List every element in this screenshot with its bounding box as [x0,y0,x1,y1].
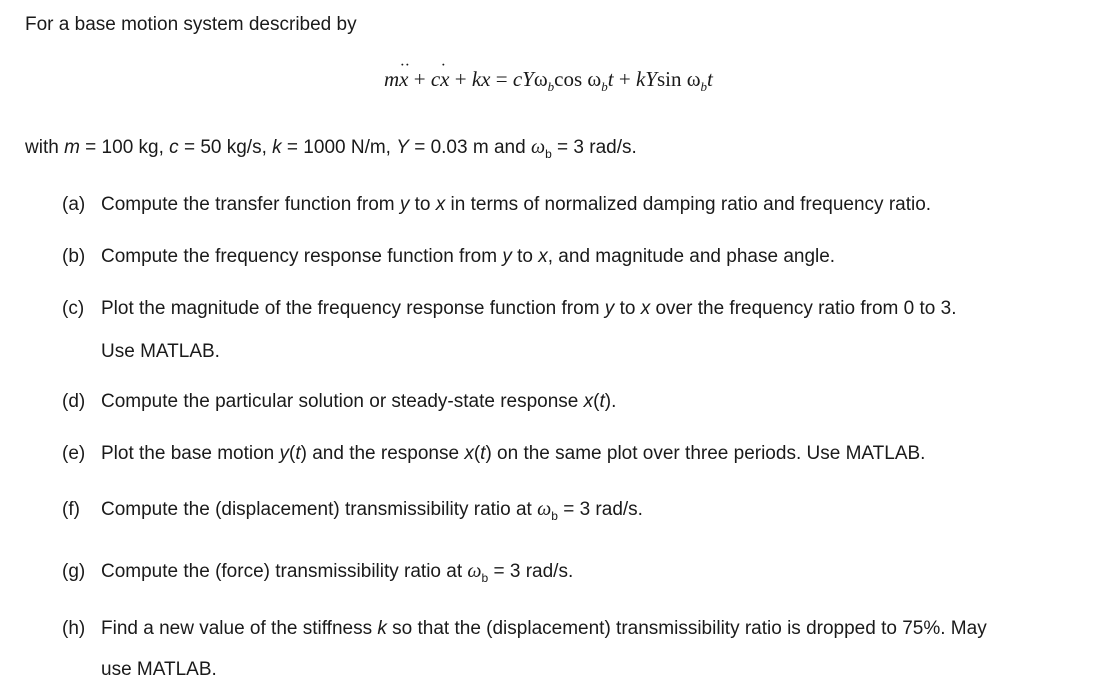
given-with: with [25,137,65,158]
item-e-t-2: t [480,443,486,464]
item-e-open-2: ( [473,443,481,464]
item-e-x: x [464,443,474,464]
item-g-omega: ω [467,560,482,582]
item-g [62,559,573,584]
item-f-label: (f) [62,499,80,520]
item-f-omega-subscript: b [551,509,558,523]
item-e-open-1: ( [289,443,296,464]
eq-c: c [430,67,441,91]
equation-of-motion [384,66,713,92]
item-c-continuation: Use MATLAB. [101,341,220,362]
given-parameters [25,135,637,160]
item-h [62,617,987,641]
item-e [62,442,925,466]
given-Y-symbol: Y [396,137,409,158]
item-h-text-2: so that the (displacement) transmissibility ratio is dropped to 75%. May [386,618,987,639]
eq-cY: cY [512,67,534,91]
eq-omega-3: ω [686,67,701,91]
item-a-x: x [435,194,446,215]
item-d-x: x [583,391,594,412]
item-g-text-2: = 3 rad/s. [488,561,574,582]
item-b-text: Compute the frequency response function from [101,246,503,267]
item-a-text: Compute the transfer function from [101,194,400,215]
eq-b-1: b [547,79,555,94]
item-d-close: ). [604,391,617,412]
eq-x: x [481,67,491,91]
eq-sin: sin [656,67,687,91]
eq-cos: cos [554,67,588,91]
item-c-label: (c) [62,298,85,319]
eq-t-1: t [607,67,614,91]
given-k-symbol: k [272,137,282,158]
item-g-omega-subscript: b [481,571,489,585]
item-a-text-2: in terms of normalized damping ratio and frequency ratio. [445,194,932,215]
item-h-label: (h) [62,618,86,639]
item-c-to: to [614,298,641,319]
given-m-value: = 100 kg, [79,137,170,158]
given-omega-value: = 3 rad/s. [551,137,637,158]
item-e-y: y [279,443,289,464]
item-a [62,193,931,217]
eq-t-2: t [707,67,713,91]
item-f-text: Compute the (displacement) transmissibility ratio at [101,499,538,520]
eq-kY: kY [635,67,657,91]
eq-plus-2: + [449,67,472,91]
item-e-mid: ) and the response [300,443,465,464]
eq-k: k [471,67,482,91]
item-b-to: to [511,246,539,267]
eq-plus-1: + [408,67,431,91]
item-b-x: x [538,246,548,267]
item-c [62,297,956,321]
item-c-x: x [640,298,651,319]
item-c-text-2: over the frequency ratio from 0 to 3. [650,298,957,319]
item-g-omega-symbol [467,560,489,585]
item-h-continuation: use MATLAB. [101,659,217,680]
eq-equals: = [490,67,513,91]
item-e-text-2: ) on the same plot over three periods. Use MATLAB. [485,443,926,464]
given-c-value: = 50 kg/s, [178,137,273,158]
item-a-y: y [399,194,410,215]
item-d-text: Compute the particular solution or steady-state response [101,391,584,412]
item-e-t-1: t [295,443,301,464]
eq-x-double-dot: ·· x [399,66,408,92]
given-c-symbol: c [169,137,179,158]
item-b [62,245,835,269]
eq-omega-1: ω [533,67,548,91]
eq-plus-3: + [613,67,636,91]
item-e-text: Plot the base motion [101,443,280,464]
item-b-text-2: , and magnitude and phase angle. [547,246,836,267]
item-f-omega-symbol [537,498,558,523]
item-d-t: t [599,391,605,412]
item-b-y: y [502,246,512,267]
given-Y-value: = 0.03 m and [408,137,531,158]
eq-b-3: b [700,79,708,94]
item-d [62,390,616,414]
item-a-label: (a) [62,194,86,215]
item-d-open: ( [593,391,600,412]
item-e-label: (e) [62,443,86,464]
given-m-symbol: m [64,137,80,158]
given-omega: ω [530,136,546,158]
given-omega-symbol [530,136,552,161]
item-c-text: Plot the magnitude of the frequency response function from [101,298,605,319]
eq-omega-2: ω [587,67,602,91]
given-omega-subscript: b [545,147,552,161]
item-g-label: (g) [62,561,86,582]
item-c-y: y [604,298,615,319]
intro-text: For a base motion system described by [25,14,357,35]
given-k-value: = 1000 N/m, [281,137,397,158]
item-a-to: to [409,194,436,215]
item-g-text: Compute the (force) transmissibility ratio at [101,561,468,582]
item-h-k: k [377,618,387,639]
item-b-label: (b) [62,246,86,267]
item-h-text: Find a new value of the stiffness [101,618,378,639]
eq-x-dot: · x [440,66,449,92]
item-f-text-2: = 3 rad/s. [557,499,643,520]
eq-b-2: b [601,79,608,94]
eq-m: m [384,67,400,91]
item-d-label: (d) [62,391,86,412]
item-f-omega: ω [537,498,552,520]
item-f [62,497,643,522]
